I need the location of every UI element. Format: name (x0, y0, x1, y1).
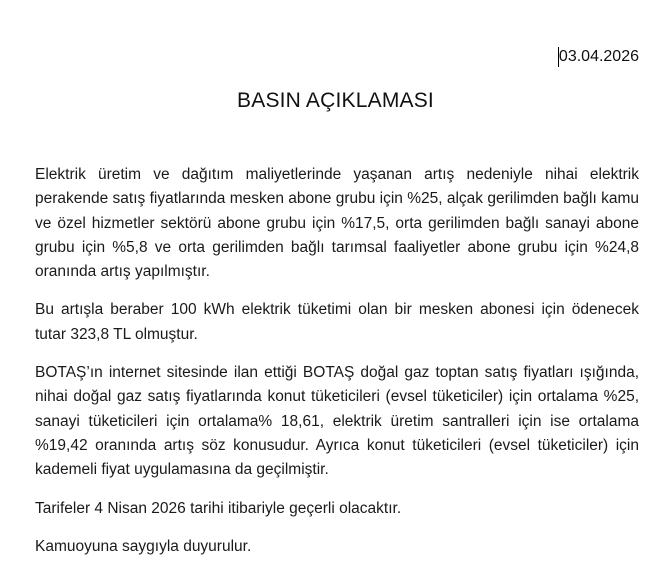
date-line (558, 47, 639, 67)
document-body (35, 163, 639, 573)
document-date: 03.04.2026 (558, 48, 639, 65)
paragraph-effective-date: Tarifeler 4 Nisan 2026 tarihi itibariyle geçerli olacaktır. (35, 499, 402, 517)
paragraph-household-bill: Bu artışla beraber 100 kWh elektrik tüketimi olan bir mesken abonesi için ödenecek tutar 323,8 TL olmuştur. (35, 301, 639, 343)
paragraph-electricity-tariffs: Elektrik üretim ve dağıtım maliyetlerinde yaşanan artış nedeniyle nihai elektrik perakende satış fiyatlarında mesken abone grubu için %25, alçak gerilimden bağlı kamu ve özel hizmetler sektörü abone grubu için %17,5, orta gerilimden bağlı sanayi abone grubu için %5,8 ve orta gerilimden bağlı tarımsal faaliyetler abone grubu için %24,8 oranında artış yapılmıştır. (35, 166, 639, 281)
paragraph-closing: Kamuoyuna saygıyla duyurulur. (35, 537, 252, 555)
document-title: BASIN AÇIKLAMASI (237, 89, 434, 112)
paragraph-natural-gas: BOTAŞ’ın internet sitesinde ilan ettiği BOTAŞ doğal gaz toptan satış fiyatları ışığında, nihai doğal gaz satış fiyatlarında konut tüketicileri (evsel tüketiciler) için ortalama %25, sanayi tüketicileri için ortalama% 18,61, elektrik üretim santralleri için ise ortalama %19,42 oranında artış söz konusudur. Ayrıca konut tüketicileri (evsel tüketiciler) için kademeli fiyat uygulamasına da geçilmiştir. (35, 364, 639, 479)
